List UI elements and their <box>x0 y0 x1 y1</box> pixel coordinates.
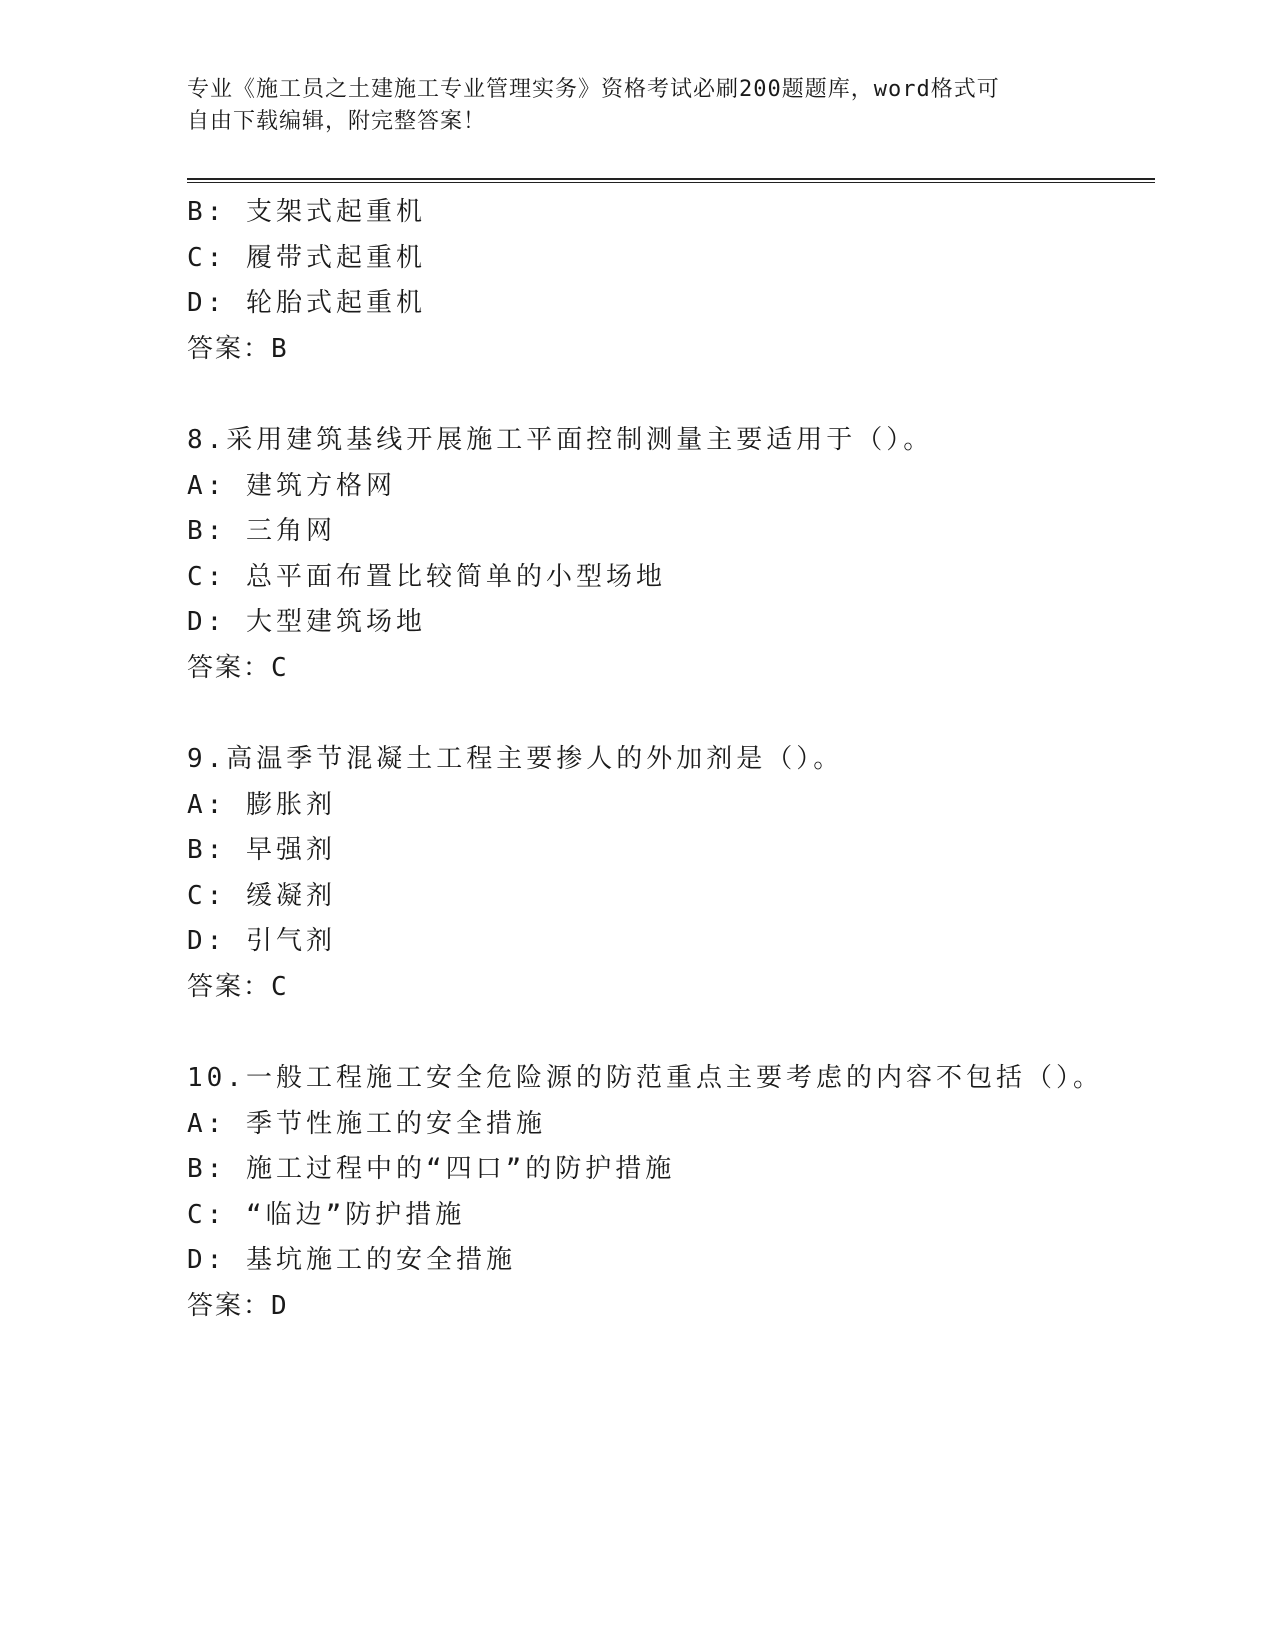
option-d: D: 引气剂 <box>187 926 336 956</box>
option-b: B: 支架式起重机 <box>187 197 426 227</box>
option-b: B: 施工过程中的“四口”的防护措施 <box>187 1154 676 1184</box>
option-d: D: 大型建筑场地 <box>187 607 426 637</box>
question-10 <box>187 1056 1155 1329</box>
header-divider <box>187 178 1155 183</box>
option-a: A: 膨胀剂 <box>187 789 336 820</box>
option-c: C: 总平面布置比较简单的小型场地 <box>187 561 666 592</box>
header-title-line-2: 自由下载编辑，附完整答案！ <box>187 109 487 134</box>
option-d: D: 基坑施工的安全措施 <box>187 1245 516 1275</box>
option-a: A: 建筑方格网 <box>187 470 396 501</box>
header-title-line-1: 专业《施工员之土建施工专业管理实务》资格考试必刷200题题库，word格式可 <box>187 77 1000 102</box>
option-c: C: “临边”防护措施 <box>187 1199 466 1230</box>
question-8 <box>187 418 1155 691</box>
document-header <box>187 74 1067 138</box>
option-c: C: 履带式起重机 <box>187 242 426 273</box>
question-9 <box>187 737 1155 1010</box>
answer: 答案：C <box>187 971 289 1002</box>
question-list <box>187 190 1155 1329</box>
question-stem: 8.采用建筑基线开展施工平面控制测量主要适用于（）。 <box>187 425 934 455</box>
option-b: B: 早强剂 <box>187 835 336 865</box>
option-c: C: 缓凝剂 <box>187 880 336 911</box>
answer: 答案：C <box>187 652 289 683</box>
answer: 答案：D <box>187 1290 289 1321</box>
answer: 答案：B <box>187 333 289 364</box>
question-stem: 9.高温季节混凝土工程主要掺人的外加剂是（）。 <box>187 744 844 774</box>
option-a: A: 季节性施工的安全措施 <box>187 1108 546 1139</box>
question-7-continued <box>187 190 1155 372</box>
option-d: D: 轮胎式起重机 <box>187 288 426 318</box>
option-b: B: 三角网 <box>187 516 336 546</box>
question-stem: 10.一般工程施工安全危险源的防范重点主要考虑的内容不包括（）。 <box>187 1063 1103 1093</box>
